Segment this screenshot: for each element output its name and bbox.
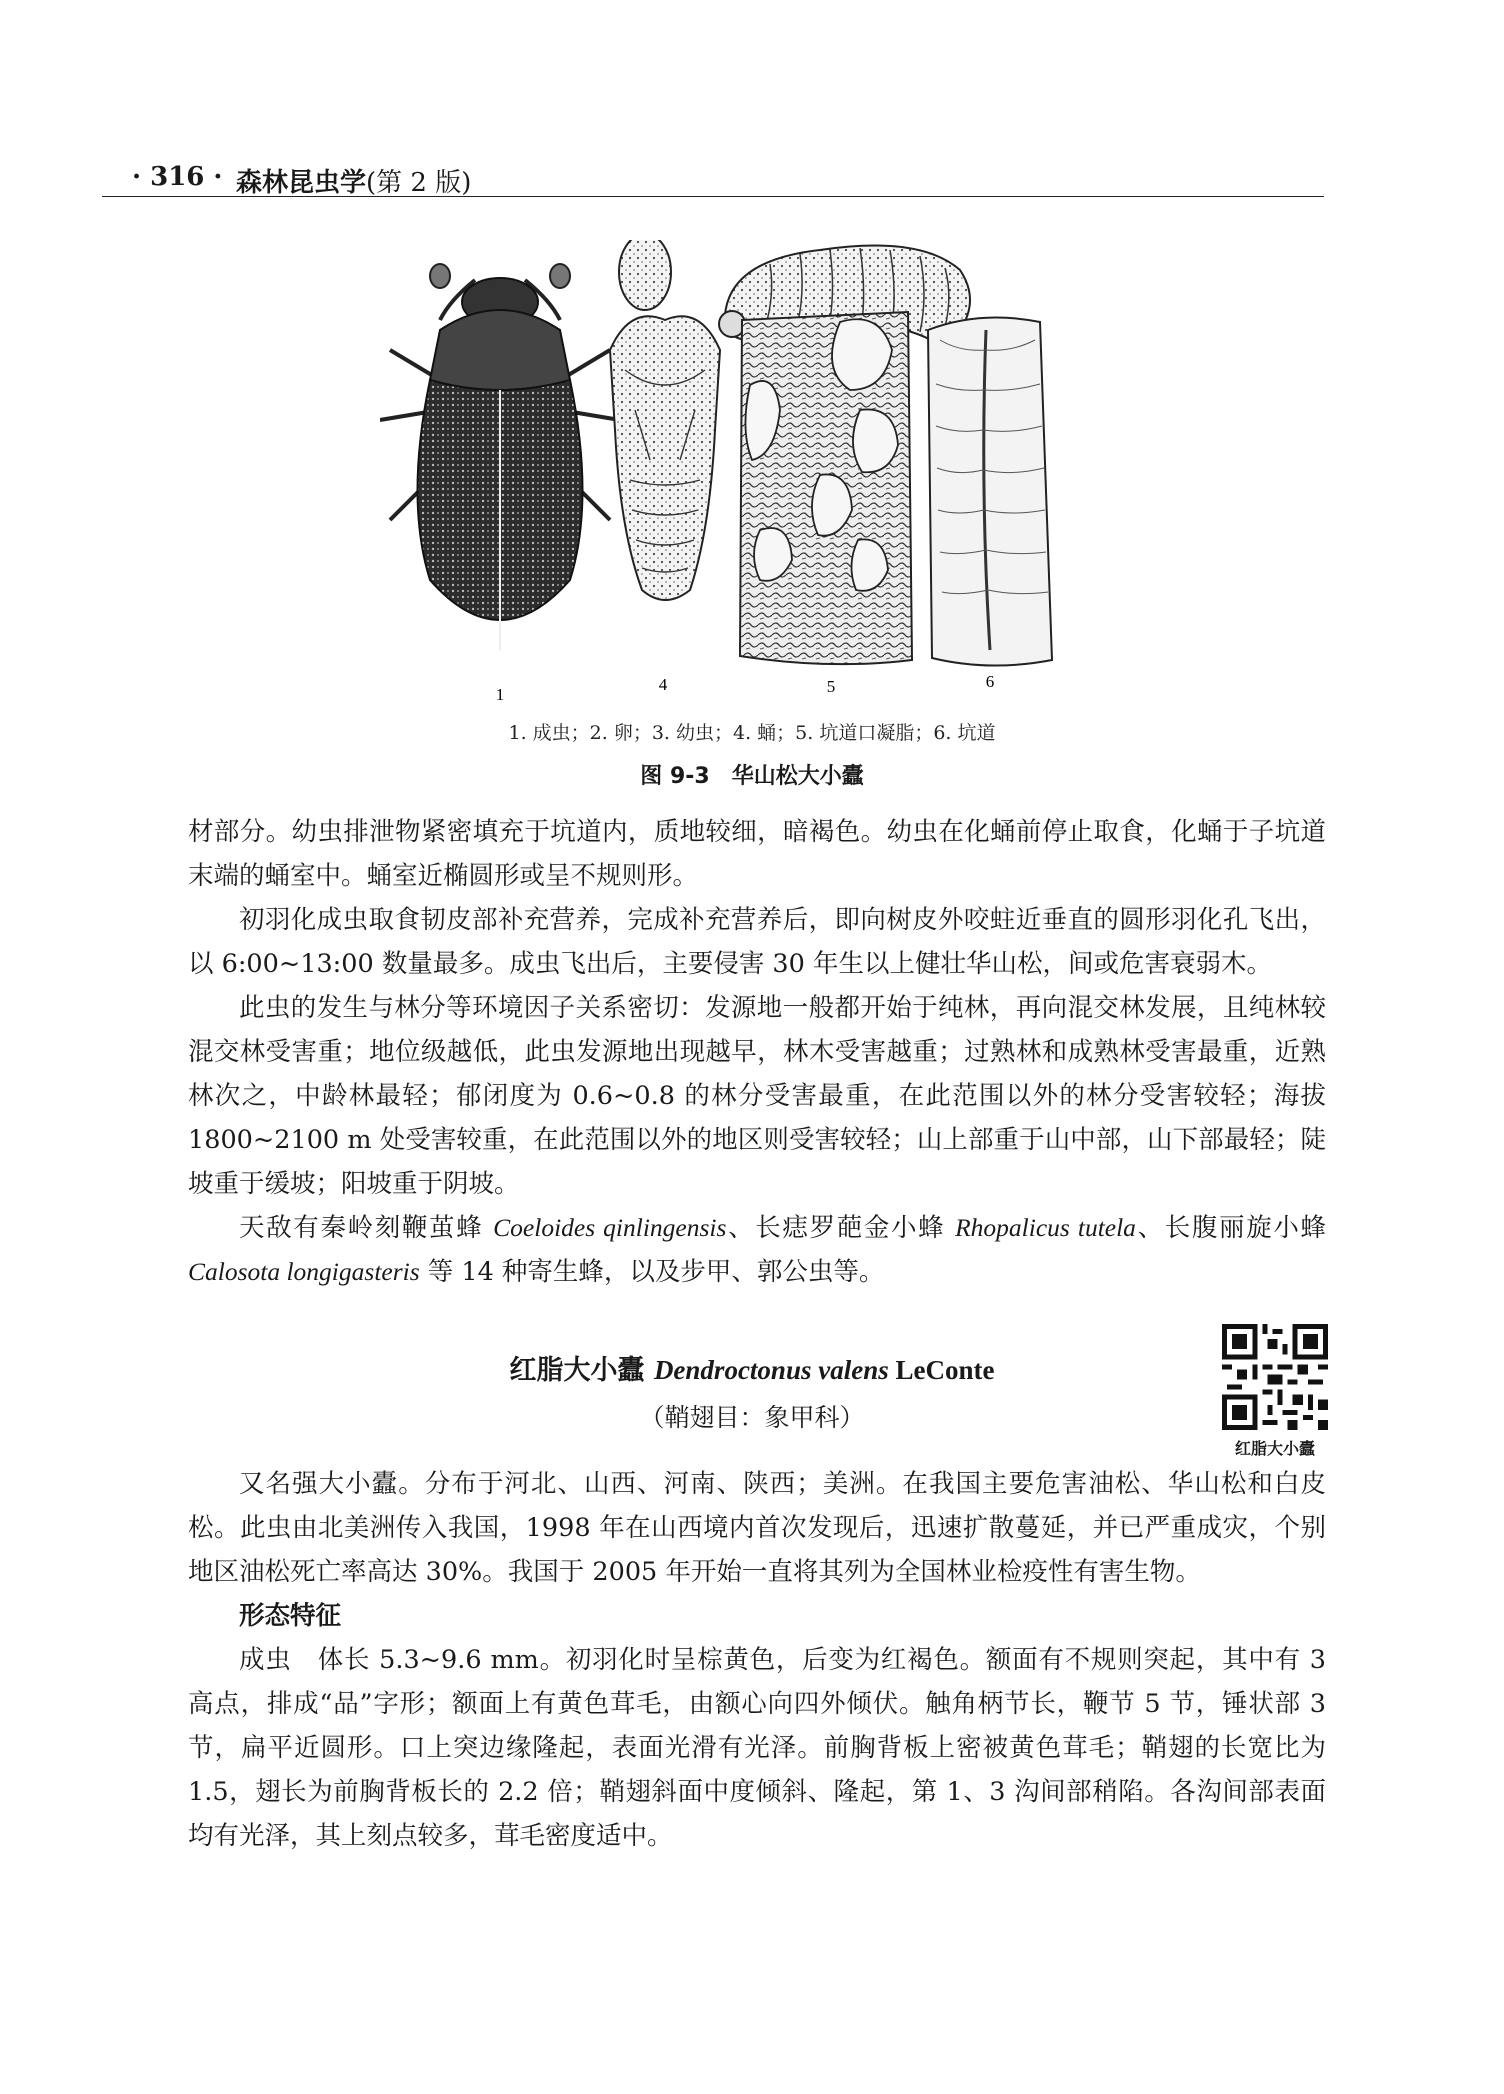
section-subtitle: （鞘翅目：象甲科） [639, 1403, 865, 1432]
qr-code-icon[interactable] [1222, 1324, 1328, 1430]
qr-label: 红脂大小蠹 [1234, 1439, 1315, 1458]
species-name: Calosota longigasteris [188, 1257, 420, 1286]
term-adult: 成虫 [239, 1645, 292, 1675]
insect-illustration [380, 240, 1140, 720]
subheading-morphology: 形态特征 [239, 1601, 342, 1631]
gallery-drawing [928, 318, 1052, 666]
body-text-top [188, 810, 1326, 1294]
species-name: Rhopalicus tutela [955, 1213, 1136, 1242]
text-run: 体长 5.3~9.6 mm。初羽化时呈棕黄色，后变为红褐色。额面有不规则突起，其中有 3 高点，排成“品”字形；额面上有黄色茸毛，由额心向四外倾伏。触角柄节长，鞭节 5 节，锤状部 3 节，扁平近圆形。口上突边缘隆起，表面光滑有光泽。前胸背板上密被黄色茸毛；鞘翅的长宽比为 1.5，翅长为前胸背板长的 2.2 倍；鞘翅斜面中度倾斜、隆起，第 1、3 沟间部稍陷。各沟间部表面均有光泽，其上刻点较多，茸毛密度适中。 [188, 1645, 1326, 1851]
section-title-author: LeConte [888, 1355, 995, 1385]
egg-drawing [619, 240, 671, 310]
pupa-drawing [610, 316, 720, 600]
text-run: 、长腹丽旋小蜂 [1135, 1213, 1327, 1243]
paragraph-adult [188, 1638, 1326, 1858]
panel-label-6: 6 [985, 672, 995, 691]
paragraph: 材部分。幼虫排泄物紧密填充于坑道内，质地较细，暗褐色。幼虫在化蛹前停止取食，化蛹于子坑道末端的蛹室中。蛹室近椭圆形或呈不规则形。 [188, 817, 1326, 891]
figure-9-3 [380, 240, 1140, 720]
bark-resin-drawing [740, 312, 912, 664]
text-run: 天敌有秦岭刻鞭茧蜂 [239, 1213, 494, 1243]
page-number: · 316 · [132, 162, 223, 192]
figure-title: 图 9-3 华山松大小蠹 [640, 764, 864, 789]
text-run: 等 14 种寄生蜂，以及步甲、郭公虫等。 [419, 1257, 885, 1287]
adult-beetle-drawing [380, 264, 620, 650]
header-rule [102, 196, 1324, 197]
text-run: 、长痣罗葩金小蜂 [726, 1213, 956, 1243]
edition: (第 2 版) [366, 168, 472, 198]
panel-label-4: 4 [658, 675, 668, 694]
book-title-text: 森林昆虫学 [236, 168, 367, 198]
figure-subcaption: 1. 成虫；2. 卵；3. 幼虫；4. 蛹；5. 坑道口凝脂；6. 坑道 [508, 722, 996, 744]
body-text-bottom [188, 1462, 1326, 1858]
paragraph: 初羽化成虫取食韧皮部补充营养，完成补充营养后，即向树皮外咬蛀近垂直的圆形羽化孔飞出，以 6:00~13:00 数量最多。成虫飞出后，主要侵害 30 年生以上健壮华山松，间或危害衰弱木。 [188, 905, 1326, 979]
paragraph-natural-enemies [188, 1206, 1326, 1294]
section-title-latin: Dendroctonus valens [653, 1355, 889, 1385]
panel-label-5: 5 [826, 677, 836, 696]
species-name: Coeloides qinlingensis [493, 1213, 727, 1242]
panel-label-1: 1 [495, 685, 505, 704]
running-header [102, 158, 1324, 196]
paragraph: 此虫的发生与林分等环境因子关系密切：发源地一般都开始于纯林，再向混交林发展，且纯林较混交林受害重；地位级越低，此虫发源地出现越早，林木受害越重；过熟林和成熟林受害最重，近熟林次之，中龄林最轻；郁闭度为 0.6~0.8 的林分受害最重，在此范围以外的林分受害较轻；海拔 1800~2100 m 处受害较重，在此范围以外的地区则受害较轻；山上部重于山中部，山下部最轻；陡坡重于缓坡；阳坡重于阴坡。 [188, 993, 1326, 1199]
section-title-cn: 红脂大小蠹 [509, 1355, 654, 1386]
book-title [236, 162, 471, 199]
paragraph: 又名强大小蠹。分布于河北、山西、河南、陕西；美洲。在我国主要危害油松、华山松和白皮松。此虫由北美洲传入我国，1998 年在山西境内首次发现后，迅速扩散蔓延，并已严重成灾，个别地区油松死亡率高达 30%。我国于 2005 年开始一直将其列为全国林业检疫性有害生物。 [188, 1469, 1326, 1587]
